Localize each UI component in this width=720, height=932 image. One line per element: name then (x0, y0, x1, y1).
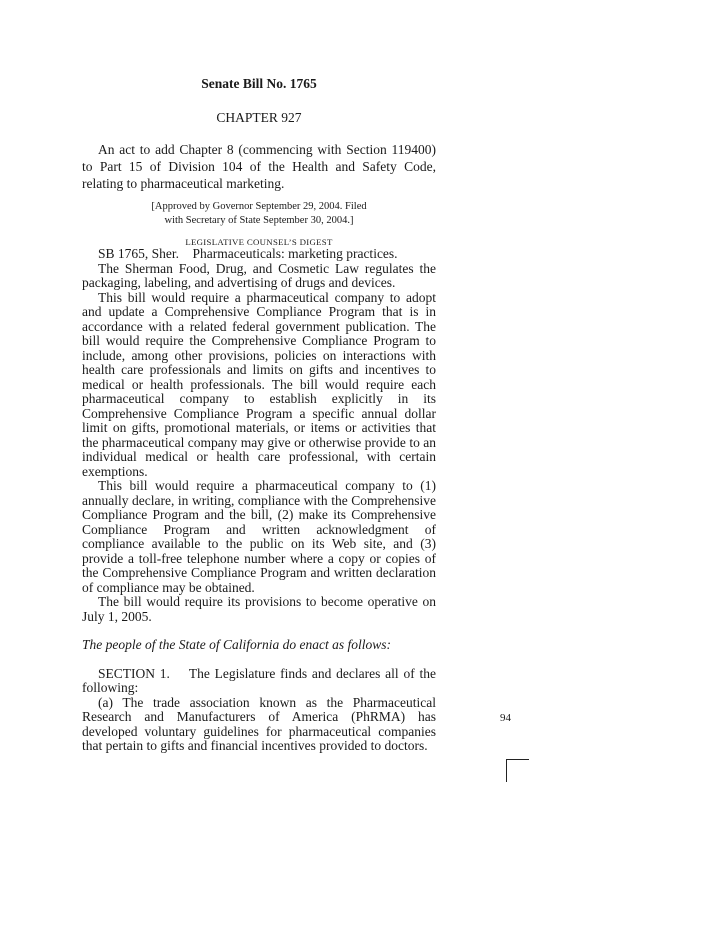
approval-note (82, 200, 436, 227)
page-number: 94 (500, 712, 511, 724)
digest-paragraph: This bill would require a pharmaceutical company to adopt and update a Comprehensive Compliance Program that is in accordance with a related federal government publication. The bill would require the Comprehensive Compliance Program to include, among other provisions, policies on interactions with health care professionals and limits on gifts and incentives to medical or health professionals. The bill would require each pharmaceutical company to establish explicitly in its Comprehensive Compliance Program a specific annual dollar limit on gifts, promotional materials, or items or activities that the pharmaceutical company may give or otherwise provide to an individual medical or health care professional, with certain exemptions. (82, 289, 436, 479)
bill-title: Senate Bill No. 1765 (201, 76, 317, 91)
chapter-heading: CHAPTER 927 (216, 110, 302, 125)
section-paragraph: (a) The trade association known as the Pharmaceutical Research and Manufacturers of America (PhRMA) has developed voluntary guidelines for pharmaceutical companies that pertain to gifts and financial incentives provided to doctors. (82, 694, 436, 753)
act-description: An act to add Chapter 8 (commencing with Section 119400) to Part 15 of Division 104 of the Health and Safety Code, relating to pharmaceutical marketing. (82, 142, 436, 191)
section-paragraph: SECTION 1. The Legislature finds and declares all of the following: (82, 665, 440, 695)
digest-paragraph: The bill would require its provisions to become operative on July 1, 2005. (82, 594, 436, 624)
digest-paragraph: The Sherman Food, Drug, and Cosmetic Law regulates the packaging, labeling, and advertising of drugs and devices. (82, 260, 436, 290)
digest-heading: LEGISLATIVE COUNSEL’S DIGEST (185, 237, 333, 247)
crop-mark (506, 759, 529, 782)
digest-paragraph: SB 1765, Sher. Pharmaceuticals: marketing practices. (98, 246, 398, 261)
approval-line-2: with Secretary of State September 30, 2004.] (164, 214, 354, 226)
approval-line-1: [Approved by Governor September 29, 2004. Filed (151, 201, 367, 212)
enacting-clause: The people of the State of California do enact as follows: (82, 637, 391, 652)
body-text (82, 246, 440, 754)
digest-paragraph: This bill would require a pharmaceutical company to (1) annually declare, in writing, compliance with the Comprehensive Compliance Program and the bill, (2) make its Comprehensive Compliance Program and written acknowledgment of compliance available to the public on its Web site, and (3) provide a toll-free telephone number where a copy or copies of the Comprehensive Compliance Program and written declaration of compliance may be obtained. (82, 478, 436, 595)
